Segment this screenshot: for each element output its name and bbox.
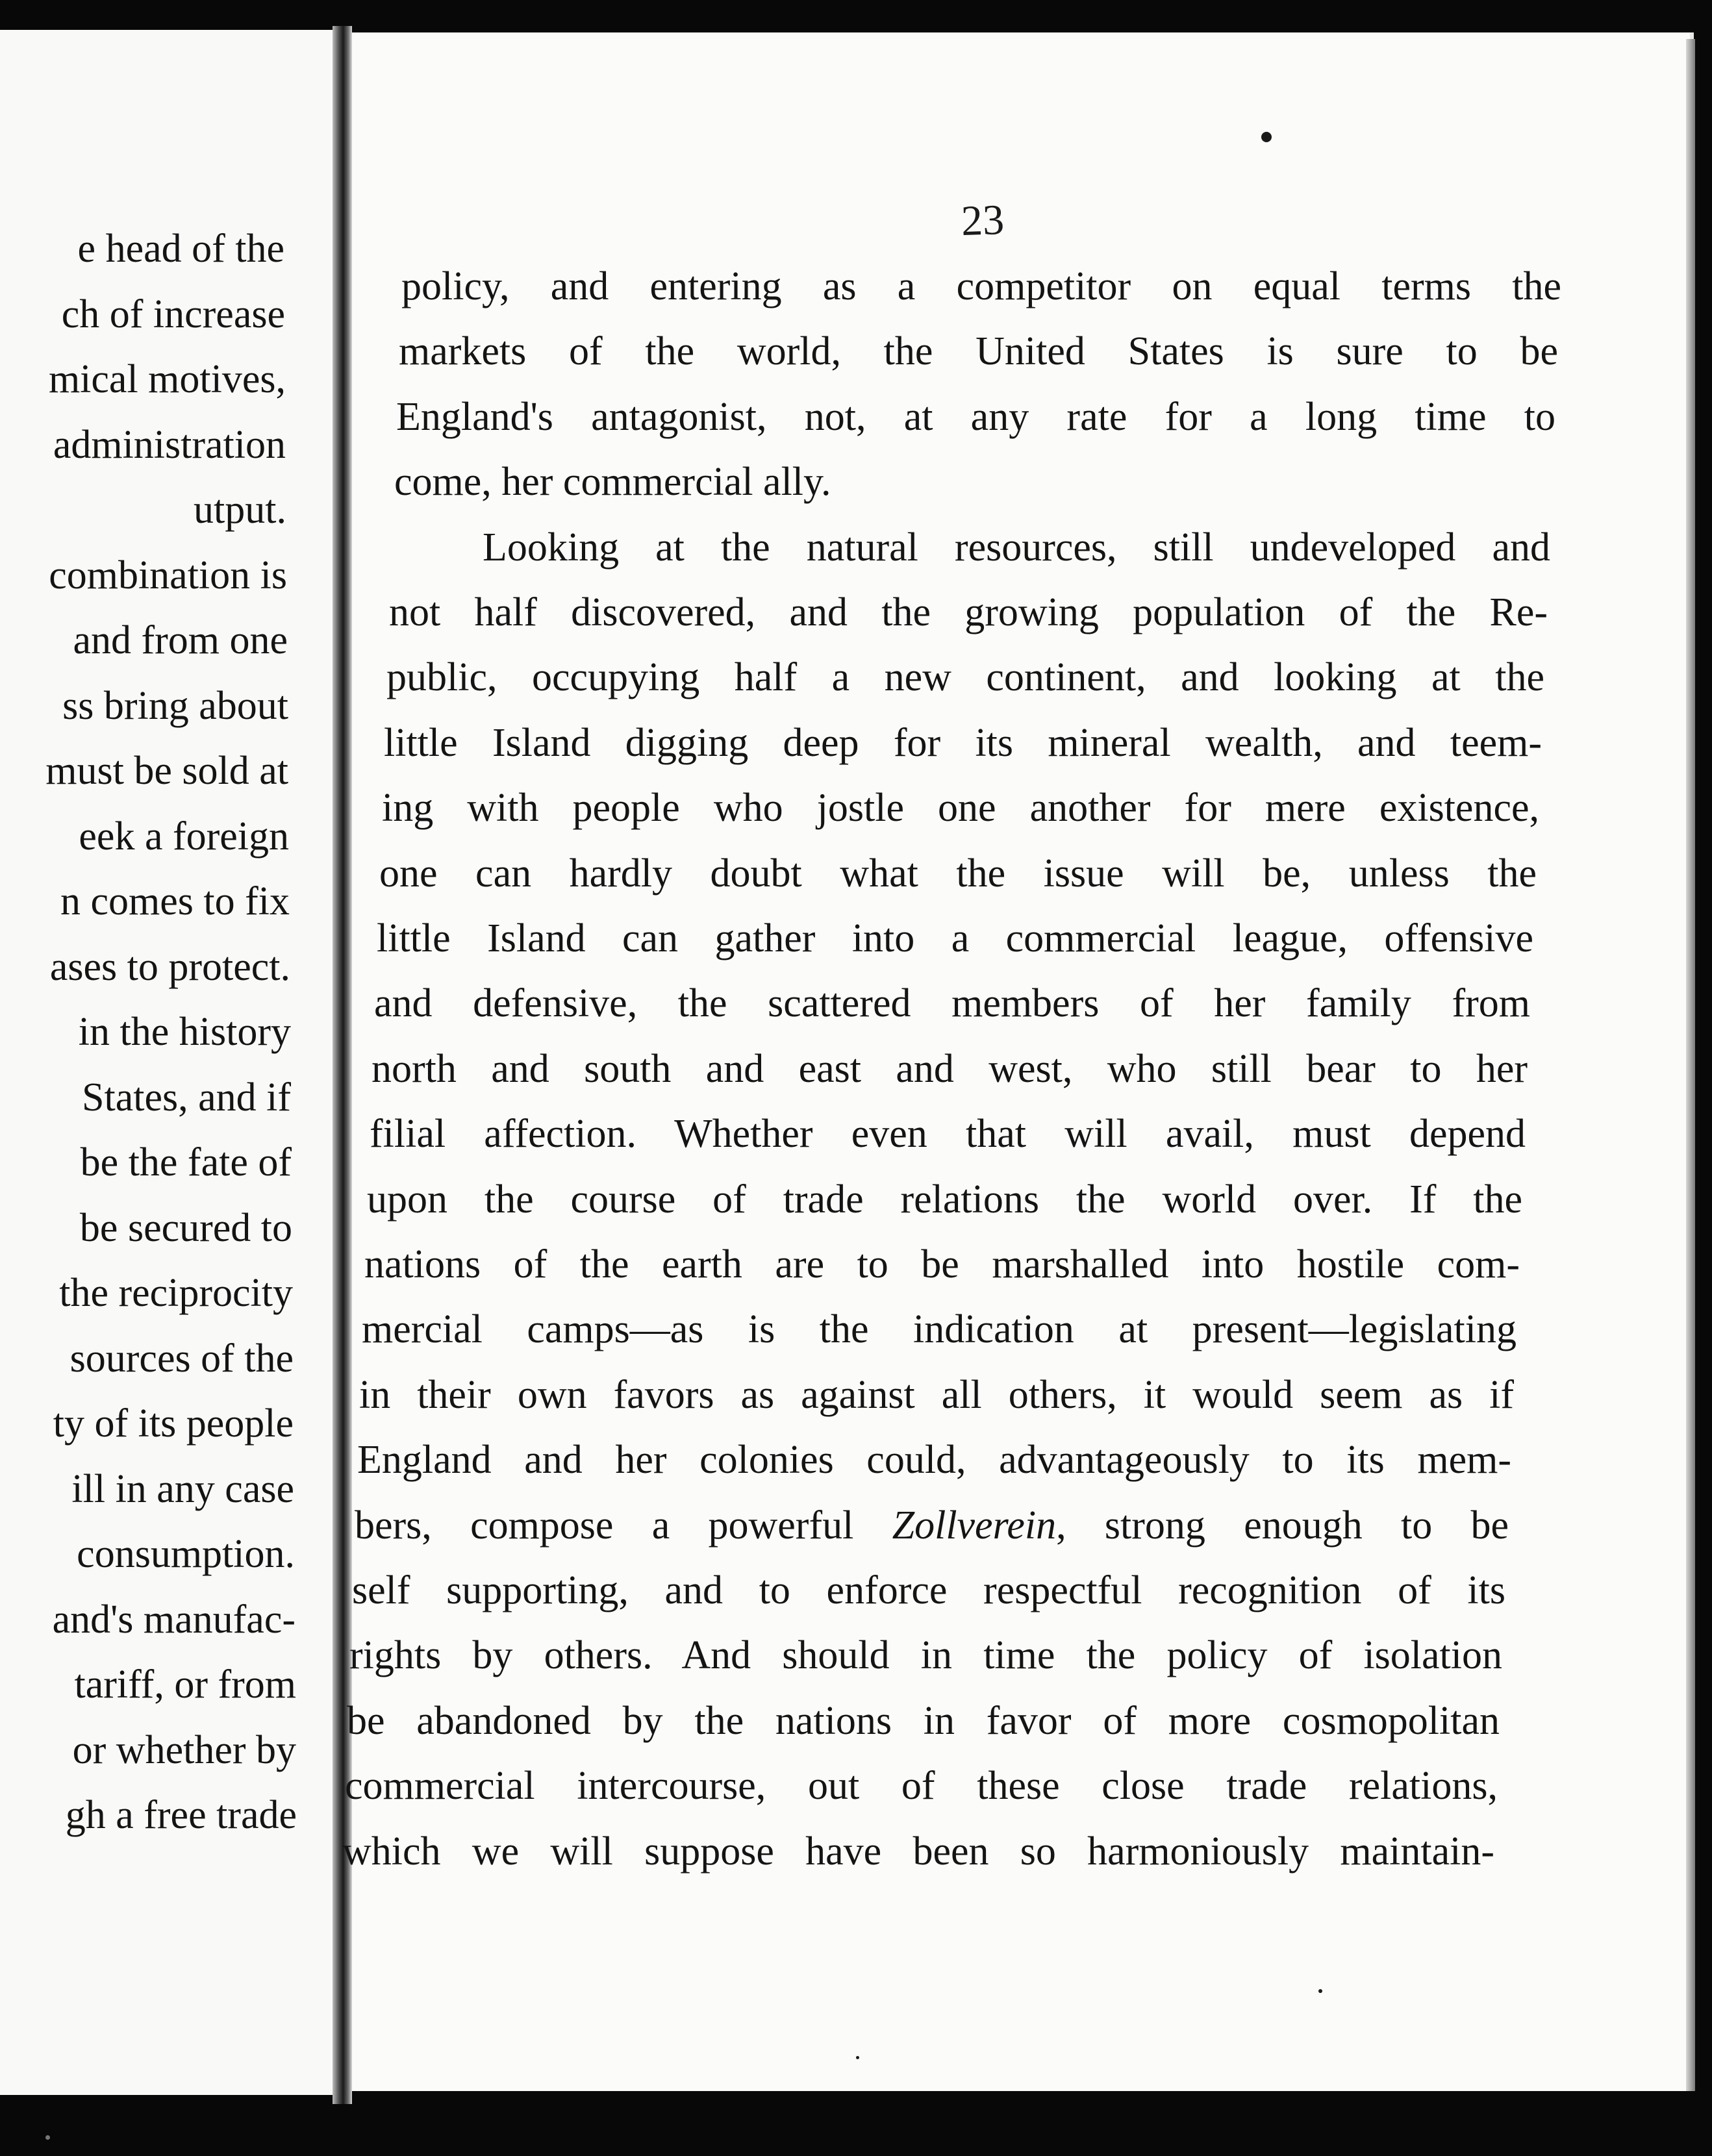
left-text-line: ty of its people	[53, 1401, 294, 1446]
ink-speck	[45, 2135, 50, 2140]
left-text-line: n comes to fix	[60, 879, 290, 923]
right-text-line: rights by others. And should in time the policy of isolation	[349, 1633, 1502, 1677]
left-text-line: must be sold at	[45, 749, 288, 793]
left-text-line: and from one	[73, 618, 288, 662]
left-text-line: sources of the	[69, 1336, 294, 1381]
right-text-line: mercial camps—as is the indication at present—legislating	[362, 1307, 1517, 1351]
right-text-line: markets of the world, the United States is sure to be	[399, 329, 1558, 373]
right-text-line: little Island digging deep for its mineral wealth, and teem-	[384, 721, 1542, 765]
right-text-line: not half discovered, and the growing population of the Re-	[389, 590, 1548, 634]
right-text-line: filial affection. Whether even that will avail, must depend	[370, 1112, 1526, 1156]
ink-speck	[1318, 1989, 1322, 1993]
page-edge	[1686, 39, 1695, 2091]
ink-speck	[1261, 132, 1272, 142]
left-text-line: mical motives,	[48, 357, 286, 401]
left-text-line: ss bring about	[62, 684, 288, 728]
right-text-line: policy, and entering as a competitor on equal terms the	[401, 264, 1561, 308]
right-text-line: one can hardly doubt what the issue will be, unless the	[379, 851, 1537, 896]
left-text-line: tariff, or from	[74, 1662, 296, 1707]
page-number: 23	[960, 195, 1005, 245]
right-text-line: commercial intercourse, out of these close trade relations,	[345, 1764, 1498, 1808]
left-text-line: the reciprocity	[59, 1271, 293, 1315]
right-text-line: in their own favors as against all others, it would seem as if	[359, 1373, 1514, 1417]
left-text-line: or whether by	[72, 1728, 296, 1772]
italic-term: Zollverein	[892, 1503, 1057, 1548]
left-text-line: utput.	[194, 488, 286, 532]
right-text-line: north and south and east and west, who still bear to her	[371, 1047, 1528, 1091]
left-text-line: e head of the	[77, 227, 284, 271]
right-text-line	[355, 1505, 1509, 1546]
left-text-line: ch of increase	[61, 292, 285, 336]
ink-speck	[856, 2056, 859, 2059]
right-text-line: and defensive, the scattered members of her family from	[374, 981, 1530, 1025]
right-text-line: upon the course of trade relations the world over. If the	[367, 1177, 1522, 1222]
right-text-line: public, occupying half a new continent, and looking at the	[386, 655, 1544, 699]
right-text-line: England's antagonist, not, at any rate for a long time to	[396, 395, 1555, 439]
line-text: bers, compose a powerful	[355, 1503, 892, 1548]
left-text-line: eek a foreign	[79, 814, 289, 859]
left-text-line: and's manufac-	[52, 1598, 296, 1642]
line-text: , strong enough to be	[1056, 1503, 1509, 1548]
right-text-line: Looking at the natural resources, still undeveloped and	[483, 525, 1550, 570]
left-text-line: States, and if	[82, 1075, 291, 1120]
right-text-line: be abandoned by the nations in favor of more cosmopolitan	[347, 1699, 1500, 1743]
right-text-line: England and her colonies could, advantageously to its mem-	[357, 1438, 1511, 1482]
right-text-line: nations of the earth are to be marshalled into hostile com-	[364, 1242, 1520, 1286]
left-text-line: ases to protect.	[49, 945, 290, 989]
left-text-line: combination is	[49, 553, 287, 597]
left-text-line: ill in any case	[71, 1467, 294, 1511]
left-text-line: administration	[53, 423, 286, 467]
left-page	[0, 30, 333, 2095]
left-text-line: in the history	[78, 1010, 291, 1054]
left-text-line: consumption.	[77, 1532, 295, 1576]
right-text-line: come, her commercial ally.	[394, 460, 831, 504]
right-text-line: ing with people who jostle one another for mere existence,	[382, 786, 1539, 830]
right-text-line: self supporting, and to enforce respectful recognition of its	[352, 1568, 1505, 1612]
left-text-line: be the fate of	[80, 1140, 292, 1185]
left-text-line: gh a free trade	[65, 1793, 297, 1837]
right-text-line: which we will suppose have been so harmoniously maintain-	[342, 1829, 1494, 1874]
right-text-line: little Island can gather into a commercial league, offensive	[377, 916, 1533, 960]
left-text-line: be secured to	[79, 1206, 292, 1250]
